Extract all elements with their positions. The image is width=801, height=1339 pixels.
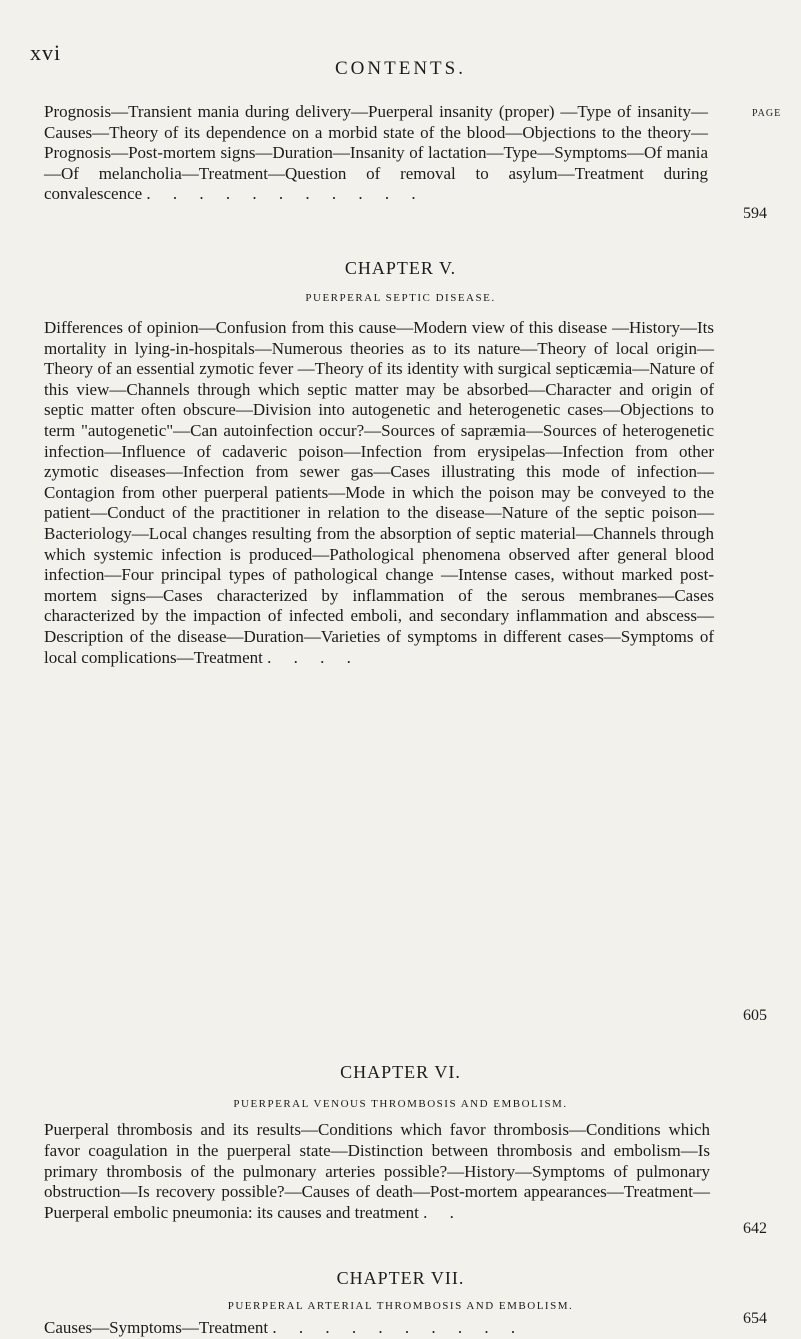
chapter-heading: CHAPTER V. [344, 258, 457, 278]
page-reference: 594 [743, 205, 767, 222]
entry-text: Causes—Symptoms—Treatment [44, 1318, 269, 1337]
entry-text: Differences of opinion—Confusion from this cause—Modern view of this disease —History—Its mortality in lying-in-hospitals—Numerous theories as to its nature—Theory of local origin—Theory of an essential zymotic fever —Theory of its identity with surgical septicæmia—Nature of this view—Channels through which septic matter may be absorbed—Character and origin of septic matter often obscure—Division into autogenetic and heterogenetic cases—Objections to term "autogenetic"—Can autoinfection occur?—Sources of sapræmia—Sources of heterogenetic infection—Influence of cadaveric poison—Infection from erysipelas—Infection from other zymotic diseases—Infection from sewer gas—Cases illustrating this mode of infection—Contagion from other puerperal patients—Mode in which the poison may be conveyed to the patient—Conduct of the practitioner in relation to the disease—Nature of the septic poison—Bacteriology—Local changes resulting from the absorption of septic material—Channels through which systemic infection is produced—Pathological phenomena observed after general blood infection—Four principal types of pathological change —Intense cases, without marked post-mortem signs—Cases characterized by inflammation of the serous membranes—Cases characterized by the impaction of infected emboli, and secondary inflammation and abscess—Description of the disease—Duration—Varieties of symptoms in different cases—Symptoms of local complications—Treatment [44, 318, 714, 667]
page-number: xvi [30, 40, 62, 65]
dot-leader: . . . . [267, 647, 360, 667]
contents-entry-venous-thrombosis [44, 1120, 710, 1224]
page-reference: 654 [743, 1310, 767, 1327]
dot-leader: . . . . . . . . . . [272, 1318, 525, 1337]
running-title: CONTENTS. [335, 58, 466, 79]
chapter-heading: CHAPTER VI. [340, 1062, 461, 1082]
chapter-heading: CHAPTER VII. [336, 1268, 465, 1288]
entry-text: Puerperal thrombosis and its results—Conditions which favor thrombosis—Conditions which favor coagulation in the puerperal state—Distinction between thrombosis and embolism—Is primary thrombosis of the pulmonary arteries possible?—History—Symptoms of pulmonary obstruction—Is recovery possible?—Causes of death—Post-mortem appearances—Treatment—Puerperal embolic pneumonia: its causes and treatment [44, 1120, 710, 1223]
chapter-subtitle: PUERPERAL ARTERIAL THROMBOSIS AND EMBOLISM. [227, 1300, 574, 1312]
entry-text: Prognosis—Transient mania during delivery—Puerperal insanity (proper) —Type of insanity—Causes—Theory of its dependence on a morbid state of the blood—Objections to the theory—Prognosis—Post-mortem signs—Duration—Insanity of lactation—Type—Symptoms—Of mania—Of melancholia—Treatment—Question of removal to asylum—Treatment during convalescence [44, 102, 708, 203]
chapter-subtitle: PUERPERAL VENOUS THROMBOSIS AND EMBOLISM. [233, 1098, 568, 1110]
page-reference: 605 [743, 1007, 767, 1024]
dot-leader: . . . . . . . . . . . [146, 184, 425, 203]
dot-leader: . . [423, 1203, 463, 1223]
contents-entry-arterial-thrombosis [44, 1318, 714, 1339]
contents-entry-septic-disease [44, 318, 714, 668]
contents-entry-insanity [44, 102, 708, 205]
page-column-label: PAGE [752, 108, 782, 119]
chapter-subtitle: PUERPERAL SEPTIC DISEASE. [305, 292, 496, 304]
page-reference: 642 [743, 1220, 767, 1237]
